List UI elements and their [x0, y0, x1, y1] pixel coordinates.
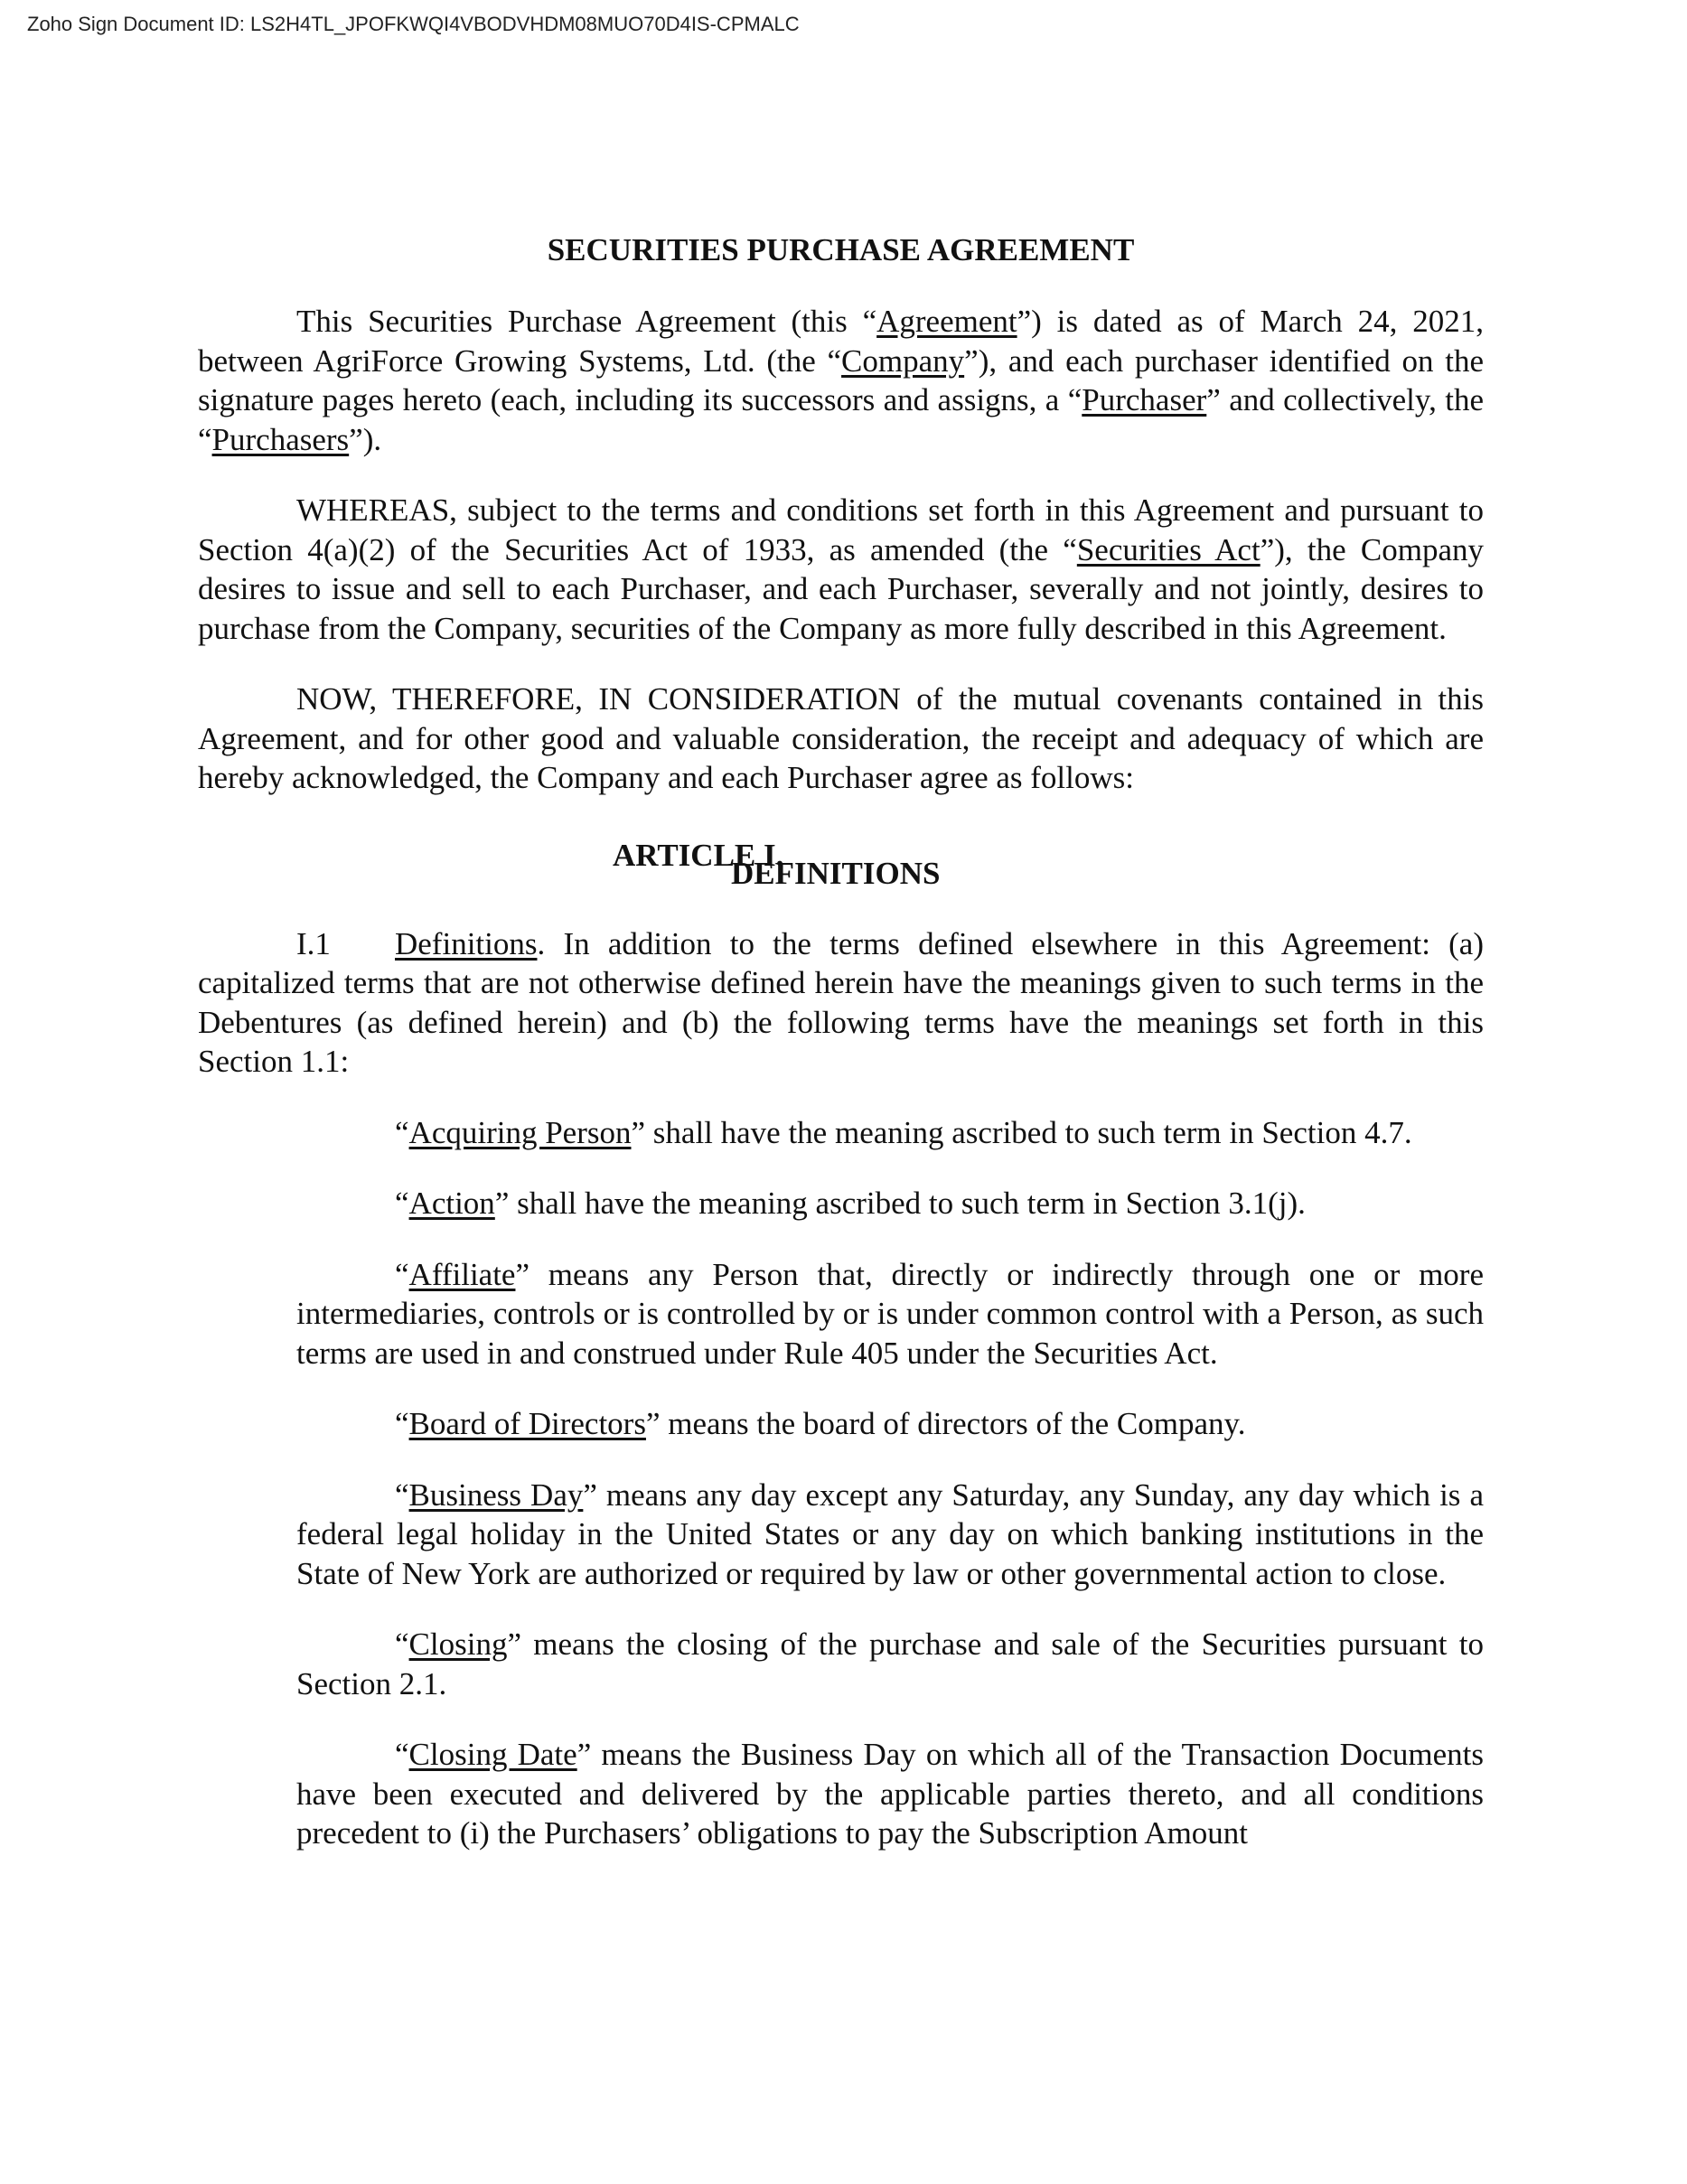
- defined-term: Company: [841, 342, 965, 379]
- document-title: SECURITIES PURCHASE AGREEMENT: [547, 232, 1135, 267]
- intro-text: This Securities Purchase Agreement (this “: [296, 304, 877, 339]
- quote-mark: “: [395, 1626, 409, 1662]
- defined-term: Board of Directors: [408, 1406, 646, 1441]
- section-number: I.1: [296, 925, 331, 961]
- intro-text: ”) is dated as of March 24, 2021, between AgriForce Growing Systems, Ltd. (the “: [198, 304, 1484, 379]
- article-name: DEFINITIONS: [731, 855, 941, 891]
- definition-text: ” means any Person that, directly or indirectly through one or more intermediaries, controls or is controlled by or is under common control with a Person, as such terms are used in and construed under Rule 405 under the Securities Act.: [296, 1256, 1484, 1371]
- quote-mark: “: [395, 1256, 409, 1292]
- definition-item: [296, 1184, 1484, 1223]
- document-page: [198, 230, 1484, 1885]
- definition-text: ” shall have the meaning ascribed to such term in Section 4.7.: [631, 1114, 1412, 1150]
- defined-term: Securities Act: [1076, 531, 1261, 567]
- definition-item: [296, 1404, 1484, 1444]
- definition-item: [296, 1255, 1484, 1373]
- quote-mark: “: [395, 1186, 409, 1221]
- whereas-paragraph: [198, 491, 1484, 648]
- defined-term: Acquiring Person: [408, 1114, 632, 1150]
- definition-item: [296, 1625, 1484, 1703]
- defined-term: Business Day: [408, 1476, 584, 1513]
- intro-text: ”), and each purchaser identified on the signature pages hereto (each, including its successors and assigns, a “: [198, 342, 1484, 417]
- intro-text: ” and collectively, the “: [198, 382, 1484, 457]
- defined-term: Affiliate: [408, 1256, 516, 1292]
- section-heading: Definitions: [395, 925, 538, 961]
- document-id-header: Zoho Sign Document ID: LS2H4TL_JPOFKWQI4VBODVHDM08MUO70D4IS-CPMALC: [27, 13, 800, 35]
- section-1-1-paragraph: [198, 924, 1484, 1082]
- definition-text: ” means the closing of the purchase and sale of the Securities pursuant to Section 2.1.: [296, 1626, 1484, 1701]
- whereas-text: ”), the Company desires to issue and sell to each Purchaser, and each Purchaser, severally and not jointly, desires to purchase from the Company, securities of the Company as more fully described in this Agreement.: [198, 531, 1484, 646]
- definition-text: ” means the board of directors of the Company.: [645, 1406, 1246, 1441]
- article-number: ARTICLE I.: [613, 837, 784, 873]
- defined-term: Purchasers: [211, 421, 350, 457]
- defined-term: Closing: [408, 1626, 508, 1662]
- definition-item: [296, 1476, 1484, 1594]
- definition-text: ” means any day except any Saturday, any Sunday, any day which is a federal legal holiday in the United States or any day on which banking institutions in the State of New York are authorized or required by law or other governmental action to close.: [296, 1476, 1484, 1591]
- quote-mark: “: [395, 1406, 409, 1441]
- intro-paragraph: [198, 302, 1484, 459]
- article-heading: [198, 836, 1484, 894]
- defined-term: Closing Date: [408, 1737, 577, 1772]
- whereas-text: WHEREAS, subject to the terms and conditions set forth in this Agreement and pursuant to Section 4(a)(2) of the Securities Act of 1933, as amended (the “: [198, 492, 1484, 567]
- definition-text: ” means the Business Day on which all of the Transaction Documents have been executed and delivered by the applicable parties thereto, and all conditions precedent to (i) the Purchasers’ obligations to pay the Subscription Amount: [296, 1737, 1484, 1851]
- defined-term: Action: [408, 1186, 495, 1221]
- definition-item: [296, 1113, 1484, 1153]
- intro-text: ”).: [349, 421, 382, 457]
- quote-mark: “: [395, 1737, 409, 1772]
- defined-term: Agreement: [876, 304, 1017, 339]
- section-text: . In addition to the terms defined elsewhere in this Agreement: (a) capitalized terms that are not otherwise defined herein have the meanings given to such terms in the Debentures (as defined herein) and (b) the following terms have the meanings set forth in this Section 1.1:: [198, 925, 1484, 1079]
- quote-mark: “: [395, 1476, 409, 1513]
- now-therefore-paragraph: NOW, THEREFORE, IN CONSIDERATION of the mutual covenants contained in this Agreement, and for other good and valuable consideration, the receipt and adequacy of which are hereby acknowledged, the Company and each Purchaser agree as follows:: [198, 681, 1484, 795]
- quote-mark: “: [395, 1114, 409, 1150]
- defined-term: Purchaser: [1082, 382, 1207, 417]
- definition-item: [296, 1735, 1484, 1853]
- definition-text: ” shall have the meaning ascribed to such term in Section 3.1(j).: [494, 1186, 1306, 1221]
